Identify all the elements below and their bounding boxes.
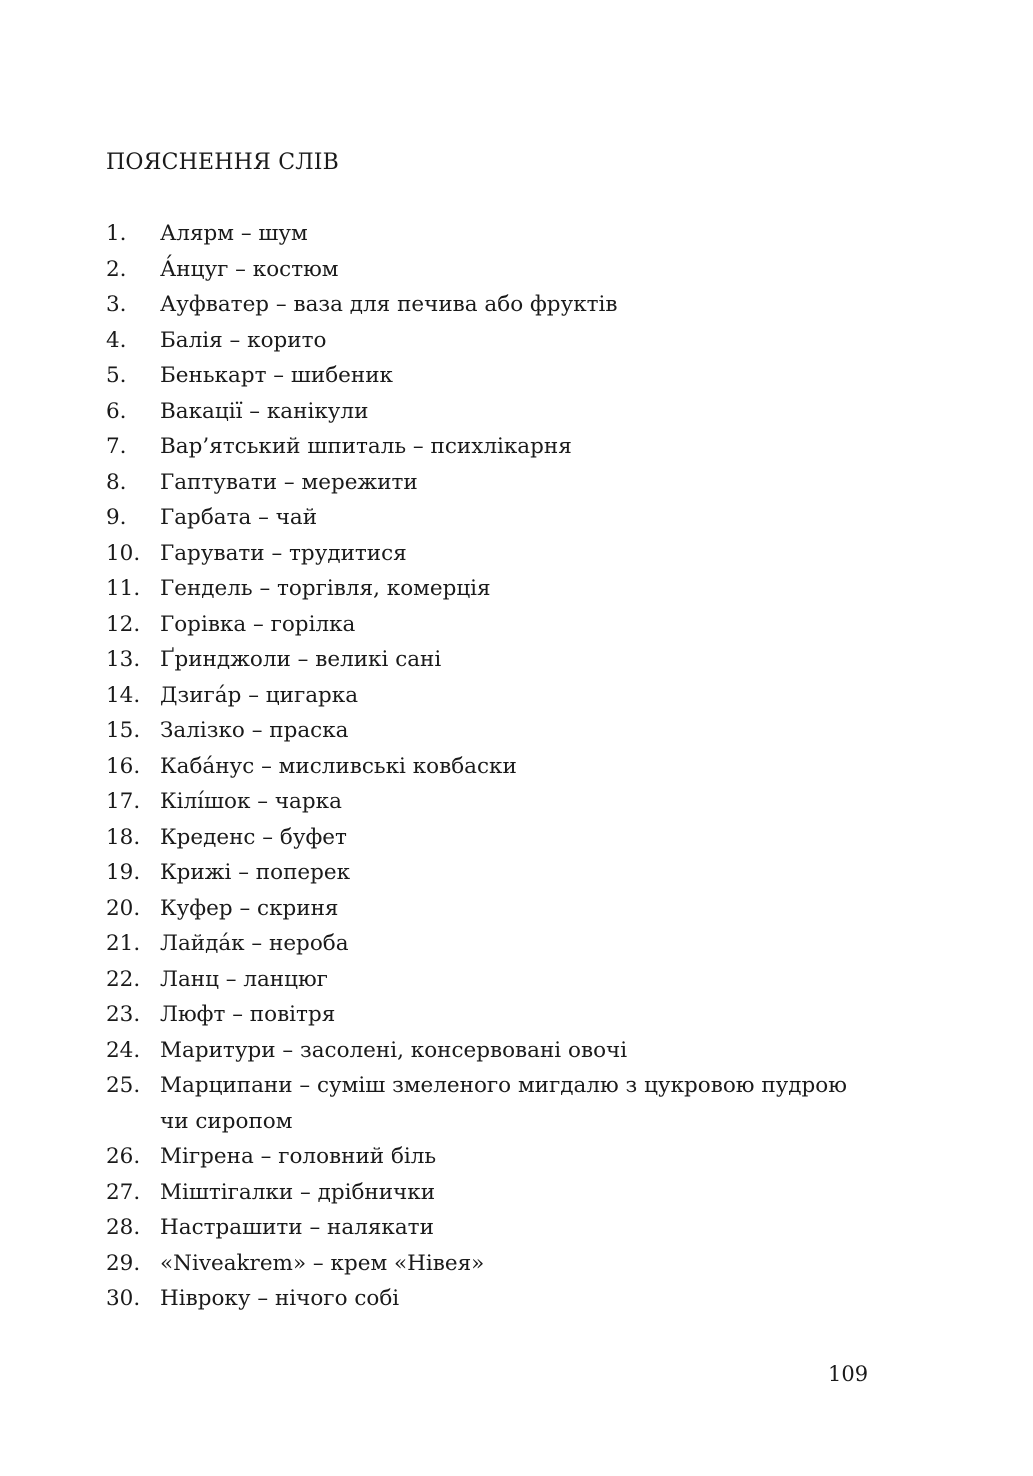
glossary-entry	[106, 1068, 866, 1139]
glossary-entry	[106, 571, 866, 607]
glossary-entry	[106, 1175, 866, 1211]
entry-number: 26.	[106, 1144, 141, 1169]
entry-text: Горівка – горілка	[160, 611, 356, 637]
entry-number: 23.	[106, 1002, 141, 1027]
entry-text: Нівроку – нічого собі	[160, 1286, 400, 1311]
entry-text: Ауфватер – ваза для печива або фруктів	[160, 292, 618, 317]
page-number: 109	[828, 1362, 869, 1386]
entry-text: Креденс – буфет	[160, 824, 347, 850]
entry-number: 21.	[106, 931, 141, 956]
glossary-entry	[106, 891, 866, 927]
glossary-entry	[106, 678, 866, 714]
entry-number: 3.	[106, 292, 127, 317]
entry-number: 1.	[106, 221, 127, 246]
glossary-entry	[106, 607, 866, 643]
entry-text: Вар’ятський шпиталь – психлікарня	[160, 434, 572, 459]
entry-number: 22.	[106, 966, 141, 992]
entry-number: 9.	[106, 505, 127, 530]
glossary-entry	[106, 642, 866, 678]
entry-number: 27.	[106, 1179, 141, 1205]
glossary-entry	[106, 394, 866, 430]
entry-text: Ґринджоли – великі сані	[160, 647, 442, 672]
glossary-entry	[106, 1281, 866, 1317]
entry-number: 28.	[106, 1215, 141, 1240]
entry-text: Мігрена – головний біль	[160, 1144, 437, 1169]
entry-text: Каба́нус – мисливські ковбаски	[160, 753, 517, 779]
glossary-entry	[106, 429, 866, 465]
entry-number: 5.	[106, 363, 127, 388]
entry-number: 6.	[106, 398, 127, 424]
glossary-entry	[106, 358, 866, 394]
glossary-entry	[106, 749, 866, 785]
entry-number: 7.	[106, 434, 127, 459]
entry-number: 19.	[106, 860, 141, 885]
entry-text: Куфер – скриня	[160, 895, 339, 921]
glossary-entry	[106, 926, 866, 962]
entry-number: 25.	[106, 1073, 141, 1098]
entry-text: Кілі́шок – чарка	[160, 789, 342, 814]
entry-text: Гаптувати – мережити	[160, 469, 418, 495]
entry-text: «Niveakrem» – крем «Нівея»	[160, 1250, 485, 1276]
glossary-entry	[106, 1033, 866, 1069]
glossary-entry	[106, 1139, 866, 1175]
entry-text: Гарбата – чай	[160, 505, 318, 530]
glossary-list	[106, 216, 866, 1317]
glossary-entry	[106, 962, 866, 998]
entry-text: Ланц – ланцюг	[160, 966, 328, 992]
glossary-entry	[106, 287, 866, 323]
entry-number: 14.	[106, 682, 141, 708]
entry-number: 29.	[106, 1250, 141, 1276]
entry-text: Марципани – суміш змеленого мигдалю з цукровою пудрою чи сиропом	[160, 1073, 847, 1134]
entry-text: Мiштiгалки – дрібнички	[160, 1179, 436, 1205]
glossary-entry	[106, 500, 866, 536]
entry-number: 12.	[106, 611, 141, 637]
glossary-entry	[106, 997, 866, 1033]
glossary-entry	[106, 323, 866, 359]
entry-text: Бенькарт – шибеник	[160, 363, 393, 388]
entry-text: Люфт – повітря	[160, 1002, 336, 1027]
entry-number: 4.	[106, 327, 127, 353]
entry-number: 13.	[106, 647, 141, 672]
entry-number: 20.	[106, 895, 141, 921]
entry-number: 11.	[106, 576, 141, 601]
entry-text: Крижі – поперек	[160, 860, 351, 885]
page-heading: ПОЯСНЕННЯ СЛІВ	[106, 150, 340, 175]
glossary-entry	[106, 1246, 866, 1282]
entry-text: Настрашити – налякати	[160, 1215, 434, 1240]
entry-number: 15.	[106, 718, 141, 743]
glossary-entry	[106, 216, 866, 252]
entry-text: Гендель – торгівля, комерція	[160, 576, 491, 601]
entry-text: Лайда́к – нероба	[160, 931, 349, 956]
entry-number: 8.	[106, 469, 127, 495]
glossary-entry	[106, 536, 866, 572]
glossary-entry	[106, 1210, 866, 1246]
entry-text: Балія – корито	[160, 327, 327, 353]
entry-text: Вакації – канікули	[160, 398, 369, 424]
entry-number: 17.	[106, 789, 141, 814]
glossary-entry	[106, 713, 866, 749]
entry-number: 16.	[106, 753, 141, 779]
entry-number: 24.	[106, 1037, 141, 1063]
entry-text: Залізко – праска	[160, 718, 349, 743]
glossary-entry	[106, 855, 866, 891]
entry-number: 10.	[106, 540, 141, 566]
entry-text: Гарувати – трудитися	[160, 540, 407, 566]
entry-text: Дзига́р – цигарка	[160, 682, 359, 708]
glossary-entry	[106, 465, 866, 501]
glossary-entry	[106, 820, 866, 856]
glossary-entry	[106, 784, 866, 820]
entry-text: Маритури – засолені, консервовані овочі	[160, 1037, 628, 1063]
entry-number: 18.	[106, 824, 141, 850]
glossary-entry	[106, 252, 866, 288]
entry-text: Алярм – шум	[160, 221, 308, 246]
entry-text: А́нцуг – костюм	[160, 256, 339, 282]
entry-number: 30.	[106, 1286, 141, 1311]
entry-number: 2.	[106, 256, 127, 282]
